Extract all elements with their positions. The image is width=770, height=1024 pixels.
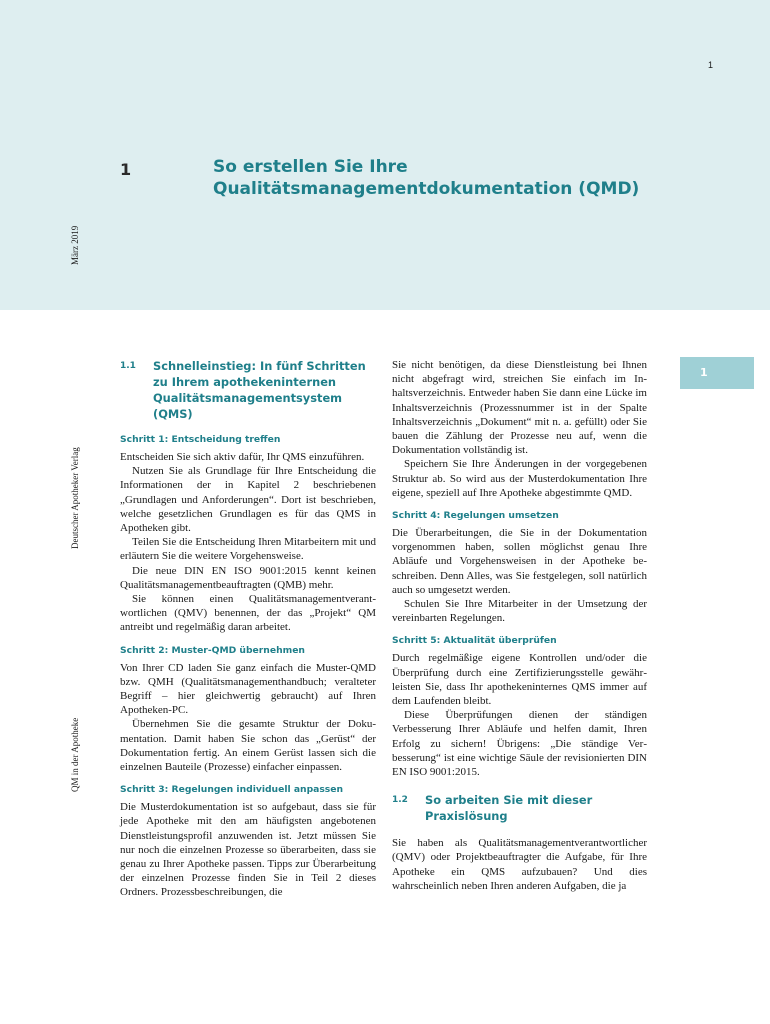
step-5-heading: Schritt 5: Aktualität überprüfen: [392, 635, 557, 647]
paragraph: Sie können einen Qualitätsmanagementverantwortlichen (QMV) benennen, der das „Projekt“ QM antreibt und regelmäßig daran arbeitet.: [120, 593, 376, 634]
paragraph: Übernehmen Sie die gesamte Struktur der Dokumentation. Damit haben Sie schon das „Gerüst“ der Dokumentation fertig. An einem Gerüst lassen sich die einzelnen Bauteile (Prozesse) einfacher einpassen.: [120, 718, 376, 774]
section-title: Schnelleinstieg: In fünf Schritten zu Ihrem apothekeninternen Qualitätsmanagementsystem (QMS): [153, 359, 366, 421]
section-heading-1-2: [392, 792, 647, 824]
paragraph: Die Überarbeitungen, die Sie in der Dokumentation vorgenommen haben, sollen möglichst genau Ihre Abläufe und Vorgehensweisen in der Apotheke beschreiben. Denn Alles, was Sie festgelegen, soll natürlich auch so umgesetzt werden.: [392, 527, 647, 596]
paragraph: Diese Überprüfungen dienen der ständigen Verbesserung Ihrer Abläufe und helfen damit, Ihren Erfolg zu sichern! Übrigens: „Die ständige Verbesserung“ ist eine wichtige Säule der revisionierten DIN EN ISO 9001:2015.: [392, 709, 647, 779]
section-number: 1.2: [392, 795, 408, 806]
margin-book-title: QM in der Apotheke: [70, 717, 80, 792]
paragraph: Die Musterdokumentation ist so aufgebaut, dass sie für jede Apotheke mit den am häufigsten angebotenen Dienstleistungsprofil anzuwenden ist. Jetzt müssen Sie nur noch die einzelnen Prozesse so überarbeiten, dass sie genau zu Ihrer Apotheke passen. Tipps zur Überarbeitung der einzelnen Prozesse finden Sie in Teil 2 dieses Ordners. Prozessbeschreibungen, die: [120, 801, 376, 899]
paragraph: Nutzen Sie als Grundlage für Ihre Entscheidung die Informationen der in Kapitel 2 beschriebenen „Grundlagen und Anforderungen“. Dort ist beschrieben, welche gesetzlichen Grundlagen es für das QMS in Apotheken gibt.: [120, 465, 376, 535]
paragraph: Entscheiden Sie sich aktiv dafür, Ihr QMS einzuführen.: [120, 451, 365, 463]
section-title: So arbeiten Sie mit dieser Praxislösung: [425, 793, 593, 824]
paragraph: Die neue DIN EN ISO 9001:2015 kennt keinen Qualitätsmanagementbeauftragten (QMB) mehr.: [120, 564, 376, 591]
chapter-number: 1: [120, 160, 132, 179]
section-number: 1.1: [120, 361, 136, 371]
right-column: [392, 358, 647, 893]
step-2-heading: Schritt 2: Muster-QMD übernehmen: [120, 644, 305, 656]
step-1-heading: Schritt 1: Entscheidung treffen: [120, 434, 281, 445]
paragraph: Speichern Sie Ihre Änderungen in der vorgegebenen Struktur ab. So wird aus der Musterdokumentation Ihre eigene, speziell auf Ihre Apotheke abgestimmte QMD.: [392, 458, 647, 499]
paragraph: Von Ihrer CD laden Sie ganz einfach die Muster-QMD bzw. QMH (Qualitätsmanagementhandbuch; veralteter Begriff – hier gleichwertig gebraucht) auf Ihren Apotheken-PC.: [120, 661, 376, 717]
margin-publisher: Deutscher Apotheker Verlag: [70, 447, 80, 549]
margin-date: März 2019: [70, 225, 80, 265]
paragraph: Sie nicht benötigen, da diese Dienstleistung bei Ihnen nicht abgefragt wird, streichen Sie einfach im Inhaltsverzeichnis. Entweder haben Sie dann eine Lücke im Inhaltsverzeichnis (Prozessnummer ist in der Spalte Inhaltsverzeichnis „Dokument“ mit n. a. gefüllt) oder Sie bauen die Zählung der Prozesse neu auf, wenn die Dokumentation vollständig ist.: [392, 359, 647, 457]
left-column: [120, 358, 376, 900]
chapter-title: So erstellen Sie Ihre Qualitätsmanagementdokumentation (QMD): [213, 157, 640, 199]
chapter-tab: 1: [680, 357, 754, 389]
paragraph: Schulen Sie Ihre Mitarbeiter in der Umsetzung der vereinbarten Regelungen.: [392, 598, 647, 625]
page-number: 1: [708, 60, 714, 70]
paragraph: Sie haben als Qualitätsmanagementverantwortlicher (QMV) oder Projektbeauftragter die Aufgabe, für Ihre Apotheke ein QMS aufzubauen? Und dies wahrscheinlich neben Ihren anderen Aufgaben, die ja: [392, 837, 647, 892]
chapter-header-band: [0, 0, 770, 310]
section-heading-1-1: [120, 358, 376, 422]
paragraph: Durch regelmäßige eigene Kontrollen und/oder die Überprüfung durch eine Zertifizierungsstelle gewährleisten Sie, dass Ihr apothekeninternes QMS immer auf dem Laufenden bleibt.: [392, 652, 647, 708]
step-4-heading: Schritt 4: Regelungen umsetzen: [392, 510, 559, 522]
step-3-heading: Schritt 3: Regelungen individuell anpassen: [120, 784, 344, 796]
paragraph: Teilen Sie die Entscheidung Ihren Mitarbeitern mit und erläutern Sie die weitere Vorgehensweise.: [120, 536, 376, 563]
